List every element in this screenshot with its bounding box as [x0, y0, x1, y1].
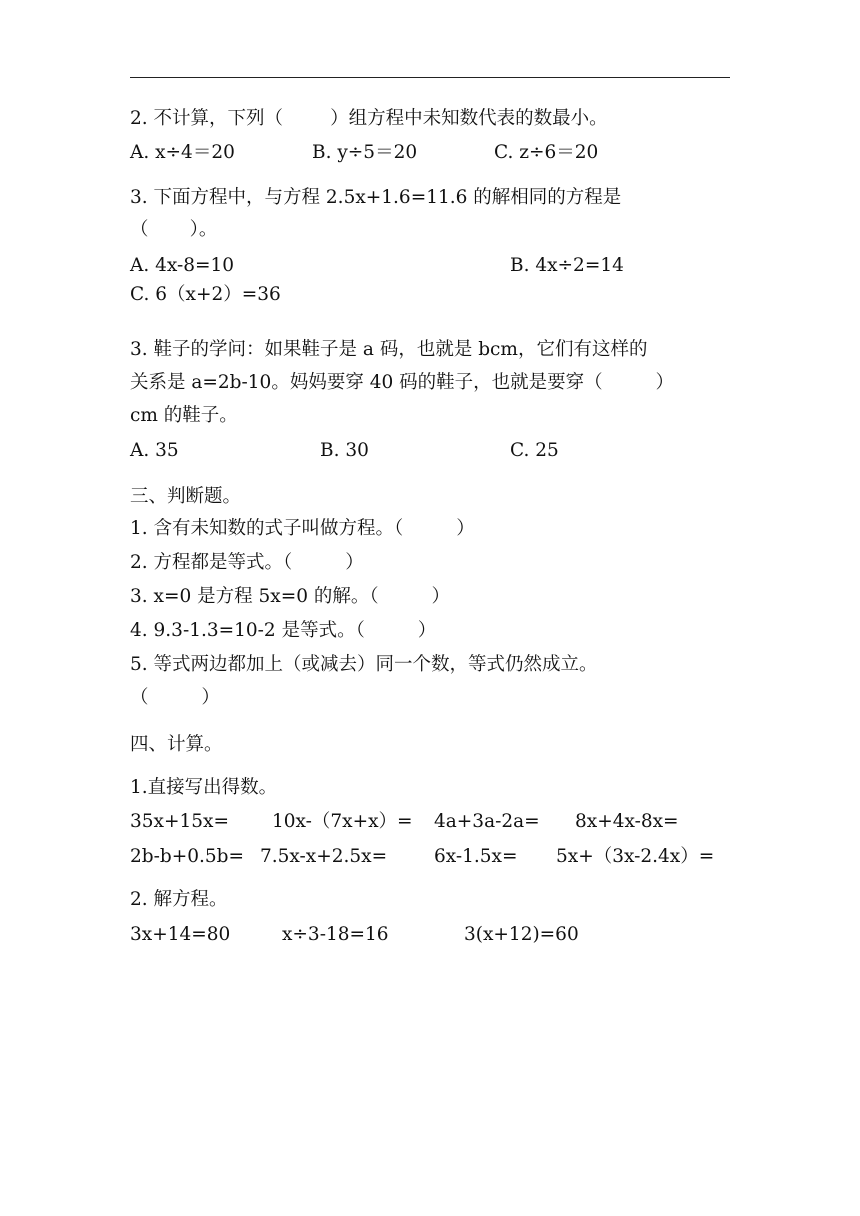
q2-option-c: C. z÷6＝20 — [494, 142, 599, 163]
q3b-line1: 3. 鞋子的学问：如果鞋子是 a 码，也就是 bcm，它们有这样的 — [130, 339, 648, 360]
q3b-line2: 关系是 a=2b-10。妈妈要穿 40 码的鞋子，也就是要穿（ ） — [130, 372, 675, 393]
calc-expr: 6x-1.5x= — [434, 846, 518, 867]
q3-stem-line2: （ ）。 — [130, 219, 218, 240]
judge-item-1: 1. 含有未知数的式子叫做方程。（ ） — [130, 518, 475, 539]
q3-option-b: B. 4x÷2=14 — [510, 255, 624, 276]
judge-item-5: 5. 等式两边都加上（或减去）同一个数，等式仍然成立。 — [130, 654, 598, 675]
equation-item: x÷3-18=16 — [282, 924, 389, 945]
judge-item-3: 3. x=0 是方程 5x=0 的解。（ ） — [130, 586, 451, 607]
calc-expr: 35x+15x= — [130, 811, 229, 832]
q3-option-a: A. 4x-8=10 — [130, 255, 235, 276]
calc-expr: 4a+3a-2a= — [434, 811, 540, 832]
header-rule — [130, 77, 730, 78]
section4-title: 四、计算。 — [130, 734, 223, 755]
calc-expr: 10x-（7x+x）= — [272, 811, 413, 832]
equation-item: 3x+14=80 — [130, 924, 231, 945]
calc-expr: 7.5x-x+2.5x= — [260, 846, 388, 867]
q3b-line3: cm 的鞋子。 — [130, 405, 238, 426]
judge-item-5-paren: （ ） — [130, 687, 220, 708]
q3b-option-c: C. 25 — [510, 440, 559, 461]
q2-option-a: A. x÷4＝20 — [130, 142, 235, 163]
q3-stem-line1: 3. 下面方程中，与方程 2.5x+1.6=11.6 的解相同的方程是 — [130, 187, 622, 208]
judge-item-4: 4. 9.3-1.3=10-2 是等式。（ ） — [130, 620, 437, 641]
section3-title: 三、判断题。 — [130, 486, 242, 507]
calc-sub2-title: 2. 解方程。 — [130, 889, 228, 910]
judge-item-2: 2. 方程都是等式。（ ） — [130, 552, 364, 573]
calc-expr: 5x+（3x-2.4x）= — [556, 846, 715, 867]
q2-stem: 2. 不计算，下列（ ）组方程中未知数代表的数最小。 — [130, 108, 608, 129]
q3b-option-a: A. 35 — [130, 440, 179, 461]
q3b-option-b: B. 30 — [320, 440, 369, 461]
q2-option-b: B. y÷5＝20 — [312, 142, 418, 163]
calc-sub1-title: 1.直接写出得数。 — [130, 777, 278, 798]
q3-option-c: C. 6（x+2）=36 — [130, 284, 281, 305]
equation-item: 3(x+12)=60 — [464, 924, 579, 945]
calc-expr: 8x+4x-8x= — [575, 811, 679, 832]
calc-expr: 2b-b+0.5b= — [130, 846, 244, 867]
